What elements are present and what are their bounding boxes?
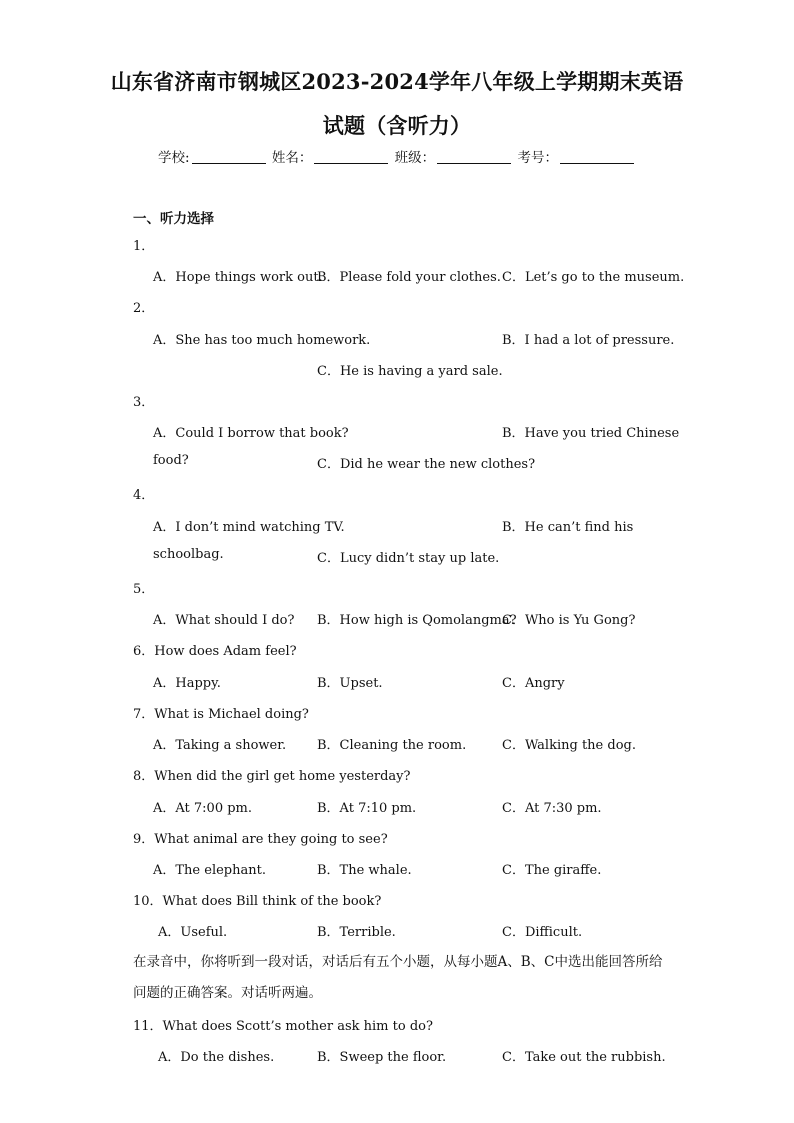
school-blank[interactable] [192,149,266,164]
class-label: 班级： [394,150,436,166]
document-title-line1: 山东省济南市钢城区2023-2024学年八年级上学期期末英语 [110,69,684,94]
number-label: 考号： [517,150,558,166]
listening-instruction: 在录音中，你将听到一段对话，对话后有五个小题，从每小题A、B、C中选出能回答所给问题的正确答案。对话听两遍。 [133,954,663,1001]
question-text: 10．What does Bill think of the book? [133,894,382,909]
option-b: B．Upset. [317,676,383,691]
option-b: B．The whale. [317,863,412,878]
name-label: 姓名： [271,150,313,166]
option-b: B．Cleaning the room. [317,738,467,753]
student-info-row [0,146,794,166]
class-blank[interactable] [437,149,511,164]
question-text: 8．When did the girl get home yesterday? [133,769,411,784]
option-a: A．Useful. [158,925,228,940]
question-text: 9．What animal are they going to see? [133,832,388,847]
question-text: 6．How does Adam feel? [133,644,297,659]
option-b: B．At 7:10 pm. [317,801,417,816]
option-c: C．Let’s go to the museum. [502,270,685,285]
option-c: C．Angry [502,676,565,691]
option-c: C．Who is Yu Gong? [502,613,636,628]
section-heading: 一、听力选择 [133,211,214,227]
option-c: C．Lucy didn’t stay up late. [317,551,500,566]
question-text: 7．What is Michael doing? [133,707,309,722]
option-b-continued: schoolbag. [153,547,224,562]
option-b-continued: food? [153,453,189,468]
option-a: A．At 7:00 pm. [153,801,253,816]
option-a: A．I don’t mind watching TV. [153,520,345,535]
option-a: A．The elephant. [153,863,266,878]
document-title-line2: 试题（含听力） [322,113,472,138]
question-number: 4． [133,488,155,503]
option-c: C．Take out the rubbish. [502,1050,666,1065]
question-number: 2． [133,301,155,316]
question-number: 1． [133,239,155,254]
option-c: C．Did he wear the new clothes? [317,457,536,472]
option-a: A．Hope things work out. [153,270,323,285]
option-a: A．Happy. [153,676,221,691]
option-b: B．Terrible. [317,925,396,940]
option-b: B．He can’t find his [502,520,634,535]
option-c: C．Walking the dog. [502,738,636,753]
option-b: B．I had a lot of pressure. [502,333,675,348]
name-blank[interactable] [314,149,388,164]
option-b: B．Have you tried Chinese [502,426,680,441]
option-c: C．He is having a yard sale. [317,364,503,379]
option-b: B．How high is Qomolangma? [317,613,517,628]
option-b: B．Sweep the floor. [317,1050,447,1065]
option-c: C．At 7:30 pm. [502,801,602,816]
option-a: A．She has too much homework. [153,333,371,348]
question-number: 5． [133,582,155,597]
question-number: 3． [133,395,155,410]
option-a: A．What should I do? [153,613,295,628]
option-b: B．Please fold your clothes. [317,270,501,285]
option-a: A．Taking a shower. [153,738,287,753]
school-label: 学校: [158,150,190,166]
question-text: 11．What does Scott’s mother ask him to do? [133,1019,433,1034]
number-blank[interactable] [560,149,634,164]
option-a: A．Do the dishes. [158,1050,275,1065]
option-c: C．Difficult. [502,925,583,940]
option-a: A．Could I borrow that book? [153,426,349,441]
option-c: C．The giraffe. [502,863,602,878]
